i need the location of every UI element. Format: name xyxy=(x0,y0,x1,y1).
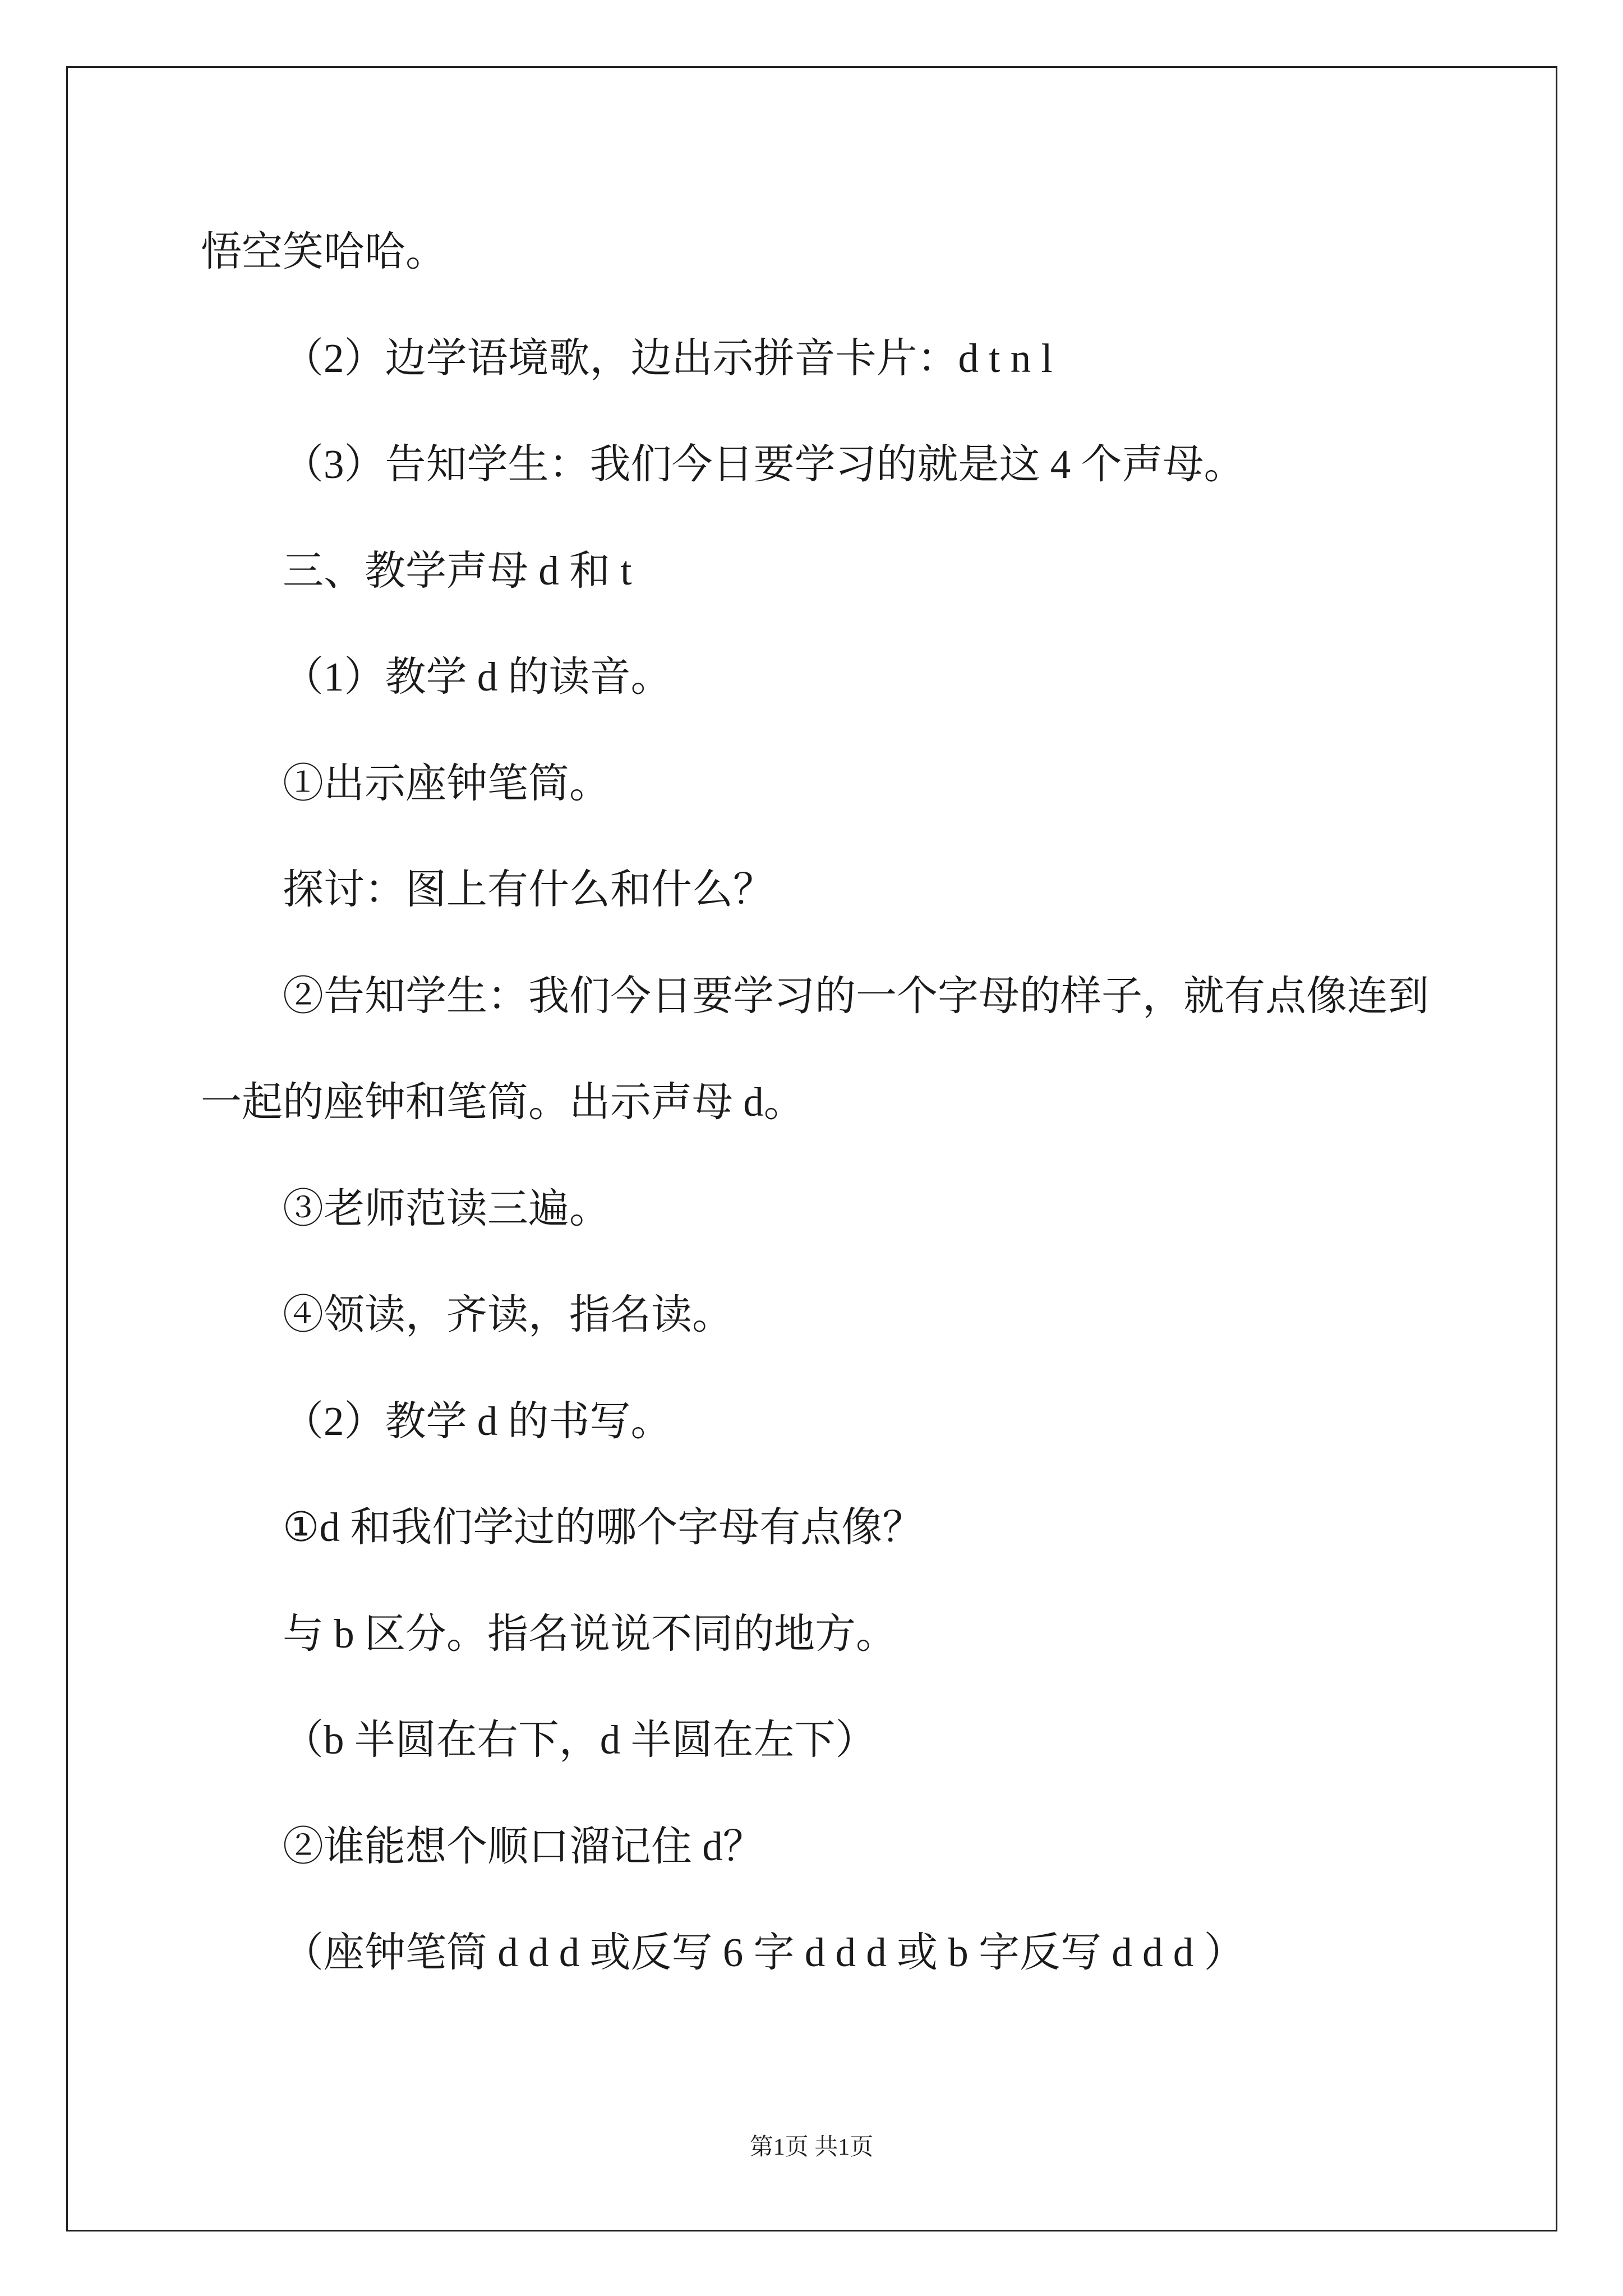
paragraph-line: 一起的座钟和笔筒。出示声母 d。 xyxy=(201,1079,805,1125)
paragraph-line: 悟空笑哈哈。 xyxy=(201,229,446,274)
paragraph-line: （座钟笔筒 d d d 或反写 6 字 d d d 或 b 字反写 d d d ） xyxy=(283,1930,1245,1975)
paragraph-line: ①出示座钟笔筒。 xyxy=(283,760,610,806)
paragraph-line: （1）教学 d 的读音。 xyxy=(283,654,672,700)
paragraph-line: ③老师范读三遍。 xyxy=(283,1185,610,1231)
paragraph-line: （3）告知学生：我们今日要学习的就是这 4 个声母。 xyxy=(283,441,1245,487)
paragraph-line: ②告知学生：我们今日要学习的一个字母的样子，就有点像连到 xyxy=(283,973,1429,1019)
paragraph-line: （2）边学语境歌，边出示拼音卡片：d t n l xyxy=(283,335,1053,381)
paragraph-line: ④领读，齐读，指名读。 xyxy=(283,1292,733,1337)
paragraph-line: （b 半圆在右下，d 半圆在左下） xyxy=(283,1717,877,1763)
page-number-footer: 第1页 共1页 xyxy=(749,2134,874,2160)
paragraph-line: （2）教学 d 的书写。 xyxy=(283,1398,672,1444)
section-heading: 三、教学声母 d 和 t xyxy=(283,547,632,593)
paragraph-line: 与 b 区分。指名说说不同的地方。 xyxy=(283,1611,897,1657)
document-body xyxy=(201,199,1536,2006)
paragraph-line: ②谁能想个顺口溜记住 d？ xyxy=(283,1823,764,1869)
paragraph-line: 探讨：图上有什么和什么？ xyxy=(283,867,774,912)
paragraph-line: ①d 和我们学过的哪个字母有点像？ xyxy=(283,1504,924,1550)
